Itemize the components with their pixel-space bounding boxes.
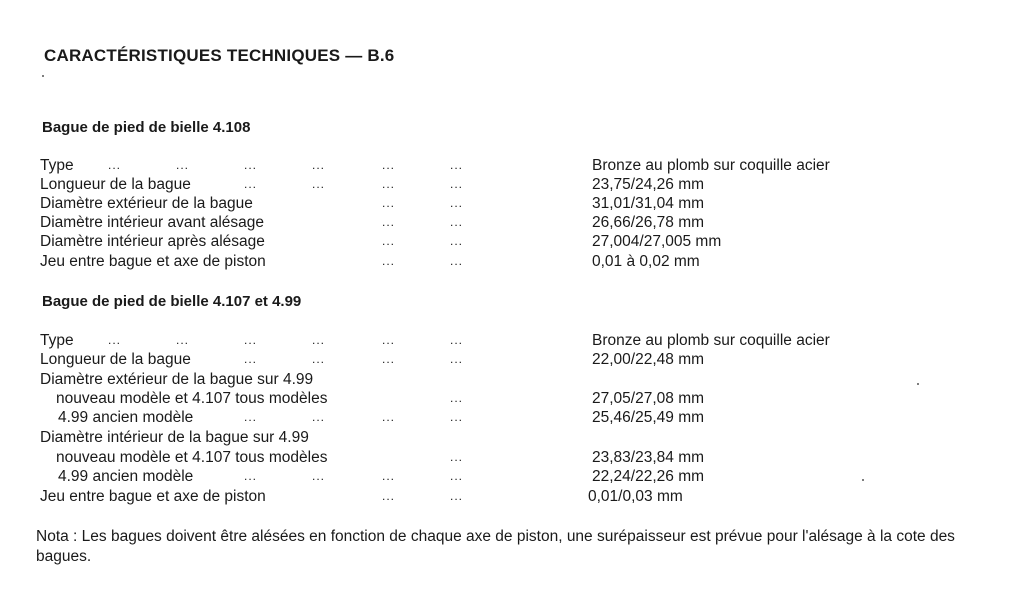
spec-label: Diamètre intérieur avant alésage bbox=[40, 214, 265, 231]
spec-value: 22,24/22,26 mm bbox=[592, 468, 705, 485]
spec-row bbox=[0, 448, 1024, 467]
leader-dots: ... bbox=[312, 469, 326, 483]
leader-dots: ... bbox=[312, 410, 326, 424]
leader-dots: ... bbox=[312, 333, 326, 347]
spec-label: Type bbox=[40, 157, 74, 174]
spec-label: nouveau modèle et 4.107 tous modèles bbox=[56, 449, 328, 466]
spec-label: Jeu entre bague et axe de piston bbox=[40, 488, 266, 505]
leader-dots: ... bbox=[450, 391, 464, 405]
spec-label: Longueur de la bague bbox=[40, 351, 191, 368]
print-speck bbox=[42, 75, 44, 77]
spec-row bbox=[0, 156, 1024, 175]
leader-dots: ... bbox=[244, 158, 258, 172]
spec-row bbox=[0, 350, 1024, 369]
spec-value: 22,00/22,48 mm bbox=[592, 351, 705, 368]
spec-row bbox=[0, 194, 1024, 213]
leader-dots: ... bbox=[382, 158, 396, 172]
leader-dots: ... bbox=[382, 196, 396, 210]
leader-dots: ... bbox=[450, 333, 464, 347]
spec-row bbox=[0, 408, 1024, 427]
leader-dots: ... bbox=[450, 254, 464, 268]
spec-row bbox=[0, 428, 1024, 447]
spec-value: 27,004/27,005 mm bbox=[592, 233, 722, 250]
leader-dots: ... bbox=[312, 177, 326, 191]
leader-dots: ... bbox=[108, 158, 122, 172]
leader-dots: ... bbox=[450, 450, 464, 464]
spec-row bbox=[0, 331, 1024, 350]
spec-label: Diamètre extérieur de la bague sur 4.99 bbox=[40, 371, 314, 388]
spec-label: 4.99 ancien modèle bbox=[58, 409, 194, 426]
leader-dots: ... bbox=[382, 469, 396, 483]
spec-row bbox=[0, 175, 1024, 194]
section-heading-4108: Bague de pied de bielle 4.108 bbox=[42, 119, 251, 136]
spec-label: Type bbox=[40, 332, 74, 349]
spec-value: 27,05/27,08 mm bbox=[592, 390, 705, 407]
leader-dots: ... bbox=[450, 489, 464, 503]
leader-dots: ... bbox=[382, 333, 396, 347]
spec-label: Diamètre intérieur de la bague sur 4.99 bbox=[40, 429, 309, 446]
spec-label: Longueur de la bague bbox=[40, 176, 191, 193]
spec-row bbox=[0, 370, 1024, 389]
leader-dots: ... bbox=[382, 352, 396, 366]
spec-value: Bronze au plomb sur coquille acier bbox=[592, 157, 830, 174]
spec-row bbox=[0, 213, 1024, 232]
leader-dots: ... bbox=[382, 254, 396, 268]
page-title: CARACTÉRISTIQUES TECHNIQUES — B.6 bbox=[44, 46, 395, 65]
leader-dots: ... bbox=[450, 234, 464, 248]
spec-label: Diamètre extérieur de la bague bbox=[40, 195, 253, 212]
leader-dots: ... bbox=[244, 177, 258, 191]
spec-value: Bronze au plomb sur coquille acier bbox=[592, 332, 830, 349]
spec-value: 0,01 à 0,02 mm bbox=[592, 253, 700, 270]
spec-row bbox=[0, 232, 1024, 251]
leader-dots: ... bbox=[244, 333, 258, 347]
leader-dots: ... bbox=[450, 352, 464, 366]
leader-dots: ... bbox=[382, 177, 396, 191]
leader-dots: ... bbox=[450, 215, 464, 229]
spec-row bbox=[0, 389, 1024, 408]
leader-dots: ... bbox=[382, 410, 396, 424]
section-heading-4107-499: Bague de pied de bielle 4.107 et 4.99 bbox=[42, 293, 302, 310]
leader-dots: ... bbox=[450, 196, 464, 210]
leader-dots: ... bbox=[450, 177, 464, 191]
leader-dots: ... bbox=[382, 489, 396, 503]
spec-label: Diamètre intérieur après alésage bbox=[40, 233, 265, 250]
spec-label: nouveau modèle et 4.107 tous modèles bbox=[56, 390, 328, 407]
spec-label: 4.99 ancien modèle bbox=[58, 468, 194, 485]
spec-value: 31,01/31,04 mm bbox=[592, 195, 705, 212]
leader-dots: ... bbox=[450, 469, 464, 483]
leader-dots: ... bbox=[312, 158, 326, 172]
leader-dots: ... bbox=[450, 410, 464, 424]
spec-row bbox=[0, 487, 1024, 506]
spec-value: 23,83/23,84 mm bbox=[592, 449, 705, 466]
leader-dots: ... bbox=[176, 333, 190, 347]
leader-dots: ... bbox=[244, 469, 258, 483]
spec-row bbox=[0, 252, 1024, 271]
leader-dots: ... bbox=[312, 352, 326, 366]
spec-value: 26,66/26,78 mm bbox=[592, 214, 705, 231]
leader-dots: ... bbox=[382, 234, 396, 248]
spec-value: 25,46/25,49 mm bbox=[592, 409, 705, 426]
spec-value: 23,75/24,26 mm bbox=[592, 176, 705, 193]
leader-dots: ... bbox=[176, 158, 190, 172]
leader-dots: ... bbox=[244, 410, 258, 424]
spec-label: Jeu entre bague et axe de piston bbox=[40, 253, 266, 270]
leader-dots: ... bbox=[244, 352, 258, 366]
leader-dots: ... bbox=[382, 215, 396, 229]
leader-dots: ... bbox=[450, 158, 464, 172]
nota-paragraph: Nota : Les bagues doivent être alésées en fonction de chaque axe de piston, une surépaisseur est prévue pour l'alésage à la cote des bagues. bbox=[36, 528, 955, 565]
leader-dots: ... bbox=[108, 333, 122, 347]
spec-value: 0,01/0,03 mm bbox=[588, 488, 683, 505]
spec-row bbox=[0, 467, 1024, 486]
